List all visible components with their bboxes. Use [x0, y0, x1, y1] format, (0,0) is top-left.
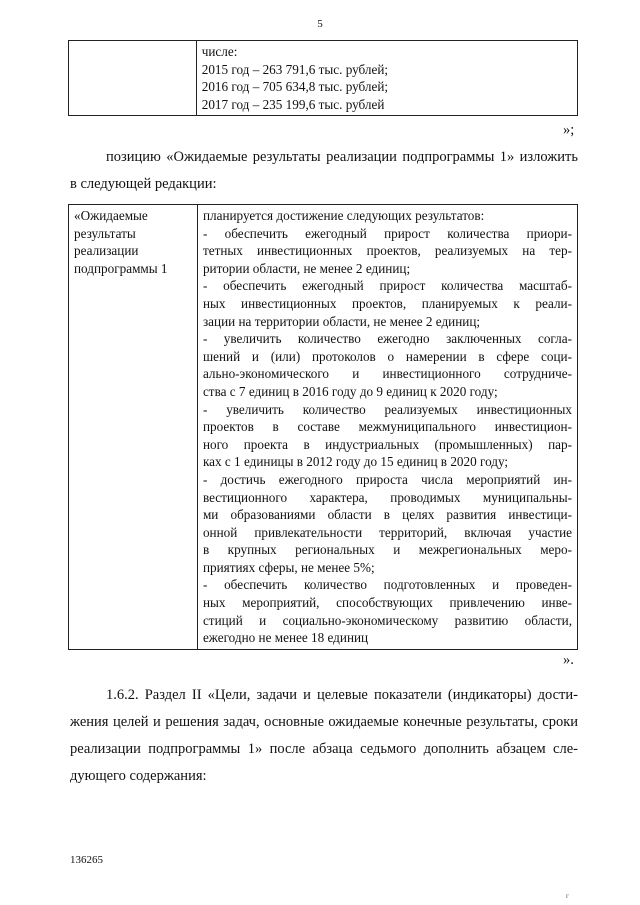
position-name-line: результаты [74, 225, 136, 241]
budget-line: 2017 год – 235 199,6 тыс. рублей [201, 96, 385, 112]
result-line: онной привлекательности территорий, включая участие [202, 524, 572, 540]
result-line: приятиях сферы, не менее 5%; [202, 559, 375, 575]
result-line: - обеспечить ежегодный прирост количества приори- [202, 225, 572, 241]
result-line: ритории области, не менее 2 единиц; [202, 260, 411, 276]
position-name-cell [69, 205, 198, 650]
expected-results-cell [197, 205, 577, 650]
closing-quote-mark: »; [563, 122, 575, 138]
result-line: ми образованиями области в целях развития инвестици- [202, 507, 572, 523]
budget-line: 2015 год – 263 791,6 тыс. рублей; [201, 61, 389, 77]
position-name-line: реализации [74, 243, 139, 259]
position-name-line: «Ожидаемые [74, 208, 148, 223]
paragraph-line: реализации подпрограммы 1» после абзаца седьмого дополнить абзацем сле- [70, 741, 578, 757]
result-line: ного проекта в индустриальных (промышленных) пар- [202, 436, 572, 452]
page-number: 5 [317, 18, 323, 30]
closing-quote-mark: ». [563, 652, 574, 668]
result-line: шений и (или) протоколов о намерении в сфере соци- [202, 348, 572, 364]
budget-table-left-cell [69, 41, 197, 116]
paragraph-line: в следующей редакции: [70, 176, 217, 192]
result-line: проектов в составе межмуниципального инвестицион- [202, 419, 572, 435]
position-name-line: подпрограммы 1 [74, 260, 168, 276]
result-line: ных мероприятий, способствующих привлечению инве- [202, 595, 572, 611]
result-line: ально-экономического и инвестиционного сотрудниче- [202, 366, 572, 382]
budget-line: числе: [201, 44, 238, 59]
budget-table-right-cell [196, 41, 577, 116]
result-line: зации на территории области, не менее 2 единиц; [202, 313, 481, 329]
expected-results-table [68, 204, 578, 650]
paragraph-line: позицию «Ожидаемые результаты реализации подпрограммы 1» изложить [106, 149, 578, 165]
budget-line: 2016 год – 705 634,8 тыс. рублей; [201, 79, 389, 95]
result-line: - увеличить количество ежегодно заключенных согла- [202, 331, 572, 347]
result-line: ежегодно не менее 18 единиц [202, 630, 369, 646]
document-code: 136265 [70, 854, 103, 866]
result-line: ства с 7 единиц в 2016 году до 9 единиц к 2020 году; [202, 383, 498, 399]
section-paragraph [70, 682, 578, 790]
corner-mark: г [566, 892, 569, 900]
result-line: - увеличить количество реализуемых инвестиционных [202, 401, 572, 417]
result-line: ках с 1 единицы в 2012 году до 15 единиц в 2020 году; [202, 454, 509, 470]
result-line: в крупных региональных и межрегиональных меро- [202, 542, 572, 558]
table-row [69, 205, 578, 650]
result-line: ных инвестиционных проектов, планируемых к реали- [202, 295, 572, 311]
result-line: планируется достижение следующих результатов: [202, 208, 485, 223]
result-line: стиций и социально-экономическому развитию области, [202, 612, 572, 628]
result-line: - достичь ежегодного прироста числа мероприятий ин- [202, 471, 572, 487]
result-line: вестиционного характера, проводимых муниципальны- [202, 489, 572, 505]
table-row [69, 41, 578, 116]
result-line: - обеспечить ежегодный прирост количества масштаб- [202, 278, 572, 294]
paragraph-line: 1.6.2. Раздел II «Цели, задачи и целевые показатели (индикаторы) дости- [106, 687, 578, 703]
paragraph-line: жения целей и решения задач, основные ожидаемые конечные результаты, сроки [70, 714, 578, 730]
intro-paragraph [70, 144, 578, 198]
budget-table [68, 40, 578, 116]
result-line: - обеспечить количество подготовленных и проведен- [202, 577, 572, 593]
result-line: тетных инвестиционных проектов, реализуемых на тер- [202, 243, 572, 259]
paragraph-line: дующего содержания: [70, 768, 207, 784]
